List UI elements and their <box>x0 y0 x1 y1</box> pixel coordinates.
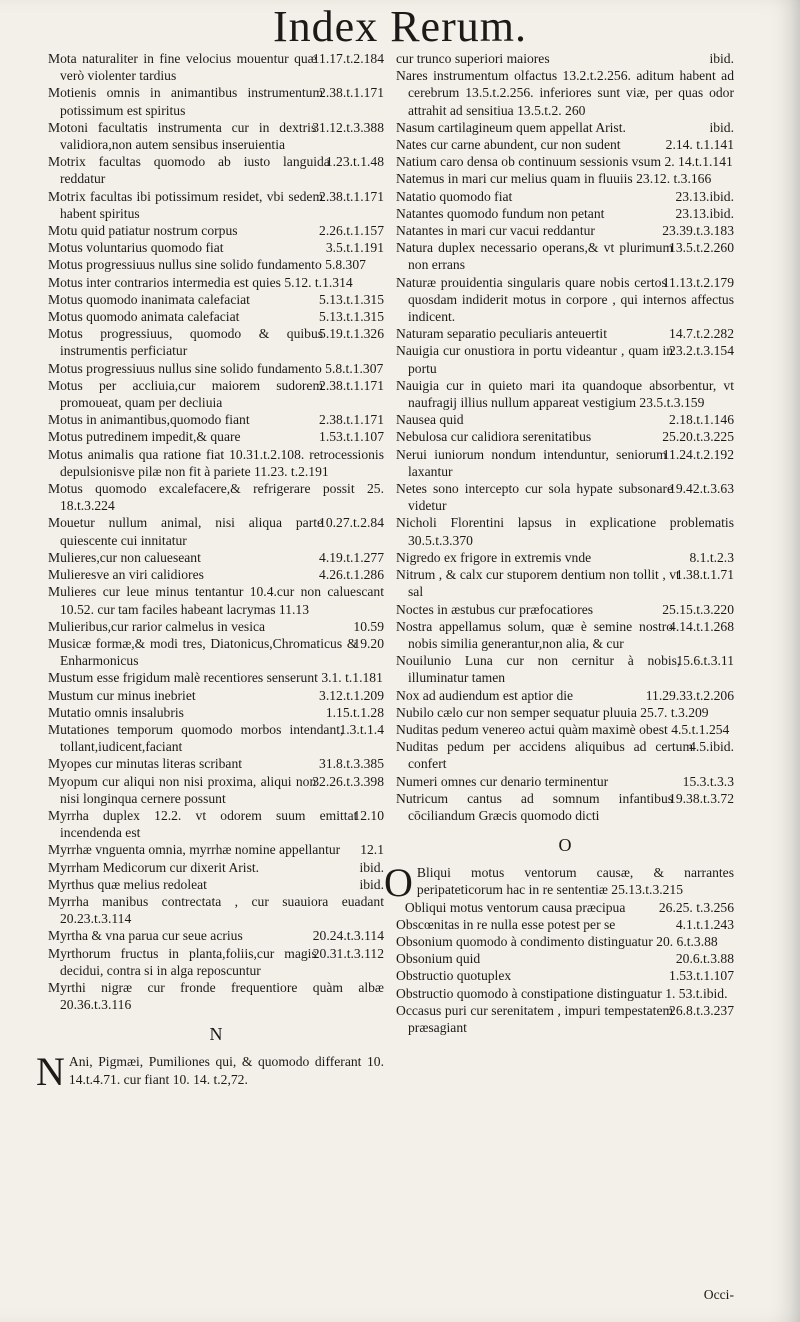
entry-text: Occasus puri cur serenitatem , impuri tempestatem præsagiant <box>396 1002 674 1035</box>
entry-reference: 4.5.ibid. <box>689 739 734 755</box>
entry-text: Motus putredinem impedit,& quare <box>48 429 241 445</box>
entry-text: Mustum esse frigidum malè recentiores senserunt 3.1. t.1.181 <box>48 670 383 686</box>
index-entry <box>396 205 734 222</box>
index-entry <box>396 239 734 273</box>
index-entry <box>396 411 734 428</box>
entry-text: Motus in animantibus,quomodo fiant <box>48 412 250 428</box>
index-entry <box>48 687 384 704</box>
entry-reference: 8.1.t.2.3 <box>689 549 734 565</box>
index-entry <box>48 325 384 359</box>
entry-text: Nebulosa cur calidiora serenitatibus <box>396 429 592 445</box>
index-entry <box>48 291 384 308</box>
entry-reference: ibid. <box>709 51 734 66</box>
entry-text: cur trunco superiori maiores <box>396 51 550 66</box>
entry-text: Nates cur carne abundent, cur non sudent <box>396 137 621 153</box>
index-entry <box>48 411 384 428</box>
index-entry <box>48 84 384 118</box>
index-entry <box>48 514 384 548</box>
entry-reference: 23.13.ibid. <box>675 188 734 204</box>
entry-reference: 20.6.t.3.88 <box>675 951 734 967</box>
entry-text: Motus quomodo inanimata calefaciat <box>48 291 250 307</box>
entry-text: Motu quid patiatur nostrum corpus <box>48 223 238 239</box>
page-title: Index Rerum. <box>273 2 527 51</box>
entry-reference: 11.17.t.2.184 <box>312 51 384 66</box>
entry-text: Musicæ formæ,& modi tres, Diatonicus,Chromaticus & Enharmonicus <box>48 635 358 669</box>
entry-text: Motus voluntarius quomodo fiat <box>48 240 224 256</box>
entry-reference: 25.15.t.3.220 <box>662 601 734 617</box>
index-entry <box>396 601 734 618</box>
entry-reference: 5.13.t.1.315 <box>319 291 384 307</box>
entry-reference: 10.27.t.2.84 <box>319 515 384 531</box>
entry-text: Mulieribus,cur rarior calmelus in vesica <box>48 618 266 634</box>
entry-reference: 14.7.t.2.282 <box>669 326 734 342</box>
entry-reference: ibid. <box>359 859 384 875</box>
entry-text: Myrrhæ vnguenta omnia, myrrhæ nomine appellantur <box>48 842 341 858</box>
entry-reference: ibid. <box>359 876 384 892</box>
dropcap-o: O <box>384 860 413 906</box>
entry-text: Nouilunio Luna cur non cernitur à nobis, illuminatur tamen <box>396 653 681 686</box>
index-entry <box>396 652 734 686</box>
entry-reference: 26.8.t.3.237 <box>669 1002 734 1018</box>
entry-reference: 23.39.t.3.183 <box>662 223 734 239</box>
index-entry <box>396 480 734 514</box>
index-entry <box>48 635 384 669</box>
index-entry <box>48 618 384 635</box>
entry-reference: 2.26.t.1.157 <box>319 223 384 239</box>
entry-text: Nauigia cur onustiora in portu videantur , quam in portu <box>396 343 674 376</box>
index-entry <box>48 222 384 239</box>
entry-reference: 12.10 <box>353 807 384 823</box>
index-entry <box>48 583 384 617</box>
entry-reference: 3.5.t.1.191 <box>325 240 384 256</box>
entry-text: Mulieresve an viri calidiores <box>48 567 204 583</box>
entry-reference: 4.26.t.1.286 <box>319 567 384 583</box>
entry-reference: 2.38.t.1.171 <box>319 188 384 204</box>
section-n-first-entry <box>36 1049 384 1095</box>
entry-text: Mouetur nullum animal, nisi aliqua parte quiescente cui innitatur <box>48 515 324 548</box>
entry-reference: 1.38.t.1.71 <box>675 567 734 583</box>
index-entry <box>396 446 734 480</box>
index-entry <box>48 893 384 927</box>
entry-text: Myopum cur aliqui non nisi proxima, aliqui non nisi longinqua cernere possunt <box>48 773 317 806</box>
entry-text: Obsonium quid <box>396 951 481 967</box>
entry-text: Natantes in mari cur vacui reddantur <box>396 223 595 239</box>
entry-reference: 31.12.t.3.388 <box>312 119 384 135</box>
index-entry <box>48 669 384 686</box>
section-o-first-entry <box>384 860 734 906</box>
entry-text: Noctes in æstubus cur præfocatiores <box>396 601 594 617</box>
entry-text: Nicholi Florentini lapsus in explicatione problematis 30.5.t.3.370 <box>396 515 734 548</box>
right-entries-bottom <box>396 899 734 1037</box>
entry-reference: 2.38.t.1.171 <box>319 85 384 101</box>
entry-text: Obstructio quomodo à constipatione distinguatur 1. 53.t.ibid. <box>396 985 728 1001</box>
left-entries <box>48 50 384 1013</box>
section-o-entry-text: Bliqui motus ventorum causæ, & narrantes peripateticorum hac in re sententiæ 25.13.t.3.215 <box>416 865 734 898</box>
entry-reference: 23.2.t.3.154 <box>669 343 734 359</box>
index-entry <box>396 967 734 984</box>
right-column <box>384 50 734 1036</box>
index-entry <box>48 876 384 893</box>
entry-text: Motus progressiuus nullus sine solido fundamento 5.8.t.1.307 <box>48 360 384 376</box>
index-entry <box>48 721 384 755</box>
entry-reference: 11.24.t.2.192 <box>662 446 734 462</box>
index-entry <box>396 704 734 721</box>
section-letter-n: N <box>209 1024 223 1045</box>
entry-reference: 1.53.t.1.107 <box>319 429 384 445</box>
entry-text: Myrrham Medicorum cur dixerit Arist. <box>48 859 260 875</box>
entry-text: Natantes quomodo fundum non petant <box>396 205 605 221</box>
index-entry <box>396 687 734 704</box>
entry-reference: 23.13.ibid. <box>675 205 734 221</box>
entry-text: Mota naturaliter in fine velocius mouentur quæ verò violenter tardius <box>48 51 317 84</box>
index-entry <box>396 377 734 411</box>
entry-text: Nigredo ex frigore in extremis vnde <box>396 549 592 565</box>
dropcap-n: N <box>36 1049 65 1095</box>
index-entry <box>396 67 734 119</box>
entry-text: Natium caro densa ob continuum sessionis vsum 2. 14.t.1.141 <box>396 154 733 170</box>
entry-text: Mutatio omnis insalubris <box>48 704 184 720</box>
index-entry <box>396 899 734 916</box>
entry-text: Motus inter contrarios intermedia est quies 5.12. t.1.314 <box>48 274 353 290</box>
entry-reference: 11.29.33.t.2.206 <box>645 687 734 703</box>
section-letter-o: O <box>558 835 572 856</box>
index-entry <box>396 170 734 187</box>
entry-text: Netes sono intercepto cur sola hypate subsonare videtur <box>396 481 674 514</box>
index-entry <box>48 119 384 153</box>
entry-text: Motrix facultas ibi potissimum residet, vbi sedem habent spiritus <box>48 188 324 221</box>
index-entry <box>48 480 384 514</box>
index-entry <box>396 950 734 967</box>
entry-text: Motus per accliuia,cur maiorem sudorem promoueat, quam per decliuia <box>48 377 324 411</box>
entry-text: Motus progressiuus nullus sine solido fundamento 5.8.307 <box>48 257 366 273</box>
entry-text: Nubilo cælo cur non semper sequatur pluuia 25.7. t.3.209 <box>396 704 709 720</box>
entry-text: Nauigia cur in quieto mari ita quandoque absorbentur, vt naufragij illius nullum appareat vestigium 23.5.t.3.159 <box>396 377 734 411</box>
entry-text: Mustum cur minus inebriet <box>48 687 196 703</box>
index-entry <box>396 342 734 376</box>
index-entry <box>396 618 734 652</box>
entry-reference: 2.38.t.1.171 <box>319 377 384 393</box>
entry-reference: 25.20.t.3.225 <box>662 429 734 445</box>
entry-text: Nutricum cantus ad somnum infantibus cōciliandum Græcis quomodo dicti <box>396 790 674 823</box>
index-entry <box>396 790 734 824</box>
index-entry <box>396 985 734 1002</box>
entry-reference: 10.59 <box>353 618 384 634</box>
index-entry <box>48 704 384 721</box>
index-entry <box>396 916 734 933</box>
entry-text: Mulieres cur leue minus tentantur 10.4.cur non caluescant 10.52. cur tam faciles habeant lacrymas 11.13 <box>48 584 384 617</box>
entry-reference: 31.8.t.3.385 <box>319 756 384 772</box>
index-entry <box>396 325 734 342</box>
entry-reference: 26.25. t.3.256 <box>658 899 734 915</box>
entry-reference: 4.14.t.1.268 <box>669 618 734 634</box>
index-entry <box>48 188 384 222</box>
index-entry <box>48 927 384 944</box>
entry-reference: 1.15.t.1.28 <box>325 704 384 720</box>
entry-text: Nuditas pedum venereo actui quàm maximè obest 4.5.t.1.254 <box>396 721 730 737</box>
index-entry <box>48 360 384 377</box>
entry-text: Obliqui motus ventorum causa præcipua <box>404 899 626 915</box>
entry-text: Motienis omnis in animantibus instrumentum potissimum est spiritus <box>48 85 324 118</box>
entry-text: Nerui iuniorum nondum intenduntur, seniorum laxantur <box>396 446 667 479</box>
index-entry <box>48 979 384 1013</box>
index-entry <box>396 738 734 772</box>
index-entry <box>48 153 384 187</box>
entry-text: Nasum cartilagineum quem appellat Arist. <box>396 119 626 135</box>
entry-reference: 32.26.t.3.398 <box>312 773 384 789</box>
index-entry <box>48 428 384 445</box>
entry-text: Myrrha manibus contrectata , cur suauiora euadant 20.23.t.3.114 <box>48 893 384 927</box>
index-entry <box>48 755 384 772</box>
index-entry <box>396 136 734 153</box>
entry-text: Nitrum , & calx cur stuporem dentium non tollit , vt sal <box>396 567 680 600</box>
entry-text: Natura duplex necessario operans,& vt plurimum non errans <box>396 240 674 273</box>
entry-reference: 2.18.t.1.146 <box>669 412 734 428</box>
entry-text: Motus animalis qua ratione fiat 10.31.t.2.108. retrocessionis depulsionisve pilæ non fit à pariete 11.23. t.2.191 <box>48 446 384 479</box>
entry-text: Nares instrumentum olfactus 13.2.t.2.256. aditum habent ad cerebrum 13.5.t.2.256. inferiores sunt viæ, per quas odor attrahit ad sensitiua 13.5.t.2. 260 <box>396 68 734 118</box>
index-entry <box>396 222 734 239</box>
entry-reference: 5.19.t.1.326 <box>319 326 384 342</box>
entry-reference: 1.3.t.1.4 <box>339 721 384 737</box>
entry-reference: 13.5.t.2.260 <box>669 240 734 256</box>
entry-reference: 11.13.t.2.179 <box>662 274 734 290</box>
index-entry <box>48 377 384 411</box>
index-entry <box>48 50 384 84</box>
index-entry <box>48 566 384 583</box>
index-entry <box>396 514 734 548</box>
entry-reference: 2.14. t.1.141 <box>665 137 734 153</box>
entry-text: Myrthus quæ melius redoleat <box>48 876 207 892</box>
index-entry <box>396 721 734 738</box>
entry-reference: 4.19.t.1.277 <box>319 549 384 565</box>
entry-text: Numeri omnes cur denario terminentur <box>396 773 609 789</box>
index-entry <box>396 428 734 445</box>
entry-text: Myrthi nigræ cur fronde frequentiore quàm albæ 20.36.t.3.116 <box>48 979 384 1013</box>
entry-reference: 12.1 <box>360 842 384 858</box>
entry-reference: 5.13.t.1.315 <box>319 309 384 325</box>
entry-reference: 2.38.t.1.171 <box>319 412 384 428</box>
index-entry <box>48 549 384 566</box>
entry-text: Myrtha & vna parua cur seue acrius <box>48 928 243 944</box>
entry-reference: 19.38.t.3.72 <box>669 790 734 806</box>
entry-text: Naturam separatio peculiaris anteuertit <box>396 326 607 342</box>
entry-text: Motoni facultatis instrumenta cur in dextris validiora,non autem sensibus inseruientia <box>48 119 317 153</box>
entry-text: Motus quomodo animata calefaciat <box>48 309 240 325</box>
entry-text: Nausea quid <box>396 412 464 428</box>
entry-text: Nostra appellamus solum, quæ è semine nostro nobis similia generantur,non alia, & cur <box>396 618 674 651</box>
entry-text: Natatio quomodo fiat <box>396 188 513 204</box>
entry-reference: ibid. <box>709 119 734 135</box>
section-n-entry-text: Ani, Pigmæi, Pumiliones qui, & quomodo differant 10. 14.t.4.71. cur fiant 10. 14. t.2,72. <box>68 1054 384 1087</box>
index-entry <box>396 549 734 566</box>
index-entry <box>48 859 384 876</box>
index-entry <box>396 188 734 205</box>
entry-reference: 15.3.t.3.3 <box>682 773 734 789</box>
entry-reference: 19.42.t.3.63 <box>669 481 734 497</box>
entry-text: Naturæ prouidentia singularis quare nobis certos quosdam indiderit motus in corpore , qui internos affectus indicent. <box>396 274 734 325</box>
index-entry <box>48 945 384 979</box>
index-entry <box>48 239 384 256</box>
entry-text: Myrrha duplex 12.2. vt odorem suum emittat incendenda est <box>48 807 358 841</box>
index-entry <box>48 841 384 858</box>
entry-reference: 20.31.t.3.112 <box>312 945 384 961</box>
index-entry <box>396 566 734 600</box>
index-entry <box>48 274 384 291</box>
entry-reference: 1.53.t.1.107 <box>669 968 734 984</box>
entry-reference: 3.12.t.1.209 <box>319 687 384 703</box>
entry-text: Motus quomodo excalefacere,& refrigerare possit 25. 18.t.3.224 <box>48 481 384 514</box>
entry-text: Obscœnitas in re nulla esse potest per se <box>396 916 616 932</box>
index-entry <box>48 308 384 325</box>
entry-text: Motus progressiuus, quomodo & quibus instrumentis perficiatur <box>48 326 324 359</box>
entry-text: Obsonium quomodo à condimento distinguatur 20. 6.t.3.88 <box>396 933 718 949</box>
entry-text: Mulieres,cur non calueseant <box>48 549 201 565</box>
index-entry <box>396 1002 734 1036</box>
index-entry <box>48 446 384 480</box>
index-entry <box>396 153 734 170</box>
index-entry <box>396 773 734 790</box>
entry-text: Natemus in mari cur melius quam in fluuiis 23.12. t.3.166 <box>396 171 712 187</box>
entry-reference: 19.20 <box>353 635 384 651</box>
index-entry <box>48 773 384 807</box>
index-entry <box>396 933 734 950</box>
index-entry <box>48 807 384 841</box>
entry-reference: 4.1.t.1.243 <box>675 916 734 932</box>
entry-reference: 1.23.t.1.48 <box>325 154 384 170</box>
entry-text: Motrix facultas quomodo ab iusto languida reddatur <box>48 154 330 187</box>
entry-text: Nuditas pedum per accidens aliquibus ad certum confert <box>396 739 694 772</box>
entry-text: Myopes cur minutas literas scribant <box>48 756 243 772</box>
entry-reference: 15.6.t.3.11 <box>676 653 734 669</box>
entry-text: Obstructio quotuplex <box>396 968 512 984</box>
index-entry <box>396 50 734 67</box>
entry-text: Nox ad audiendum est aptior die <box>396 687 574 703</box>
entry-text: Mutationes temporum quomodo morbos intendant, tollant,iudicent,faciant <box>48 721 344 755</box>
catchword: Occi- <box>703 1287 734 1302</box>
index-entry <box>48 256 384 273</box>
entry-reference: 20.24.t.3.114 <box>312 928 384 944</box>
index-entry <box>396 274 734 326</box>
entry-text: Myrthorum fructus in planta,foliis,cur magis decidui, contra si in alga reposcuntur <box>48 945 317 978</box>
index-entry <box>396 119 734 136</box>
right-entries-top <box>396 50 734 824</box>
left-column <box>36 50 384 1095</box>
